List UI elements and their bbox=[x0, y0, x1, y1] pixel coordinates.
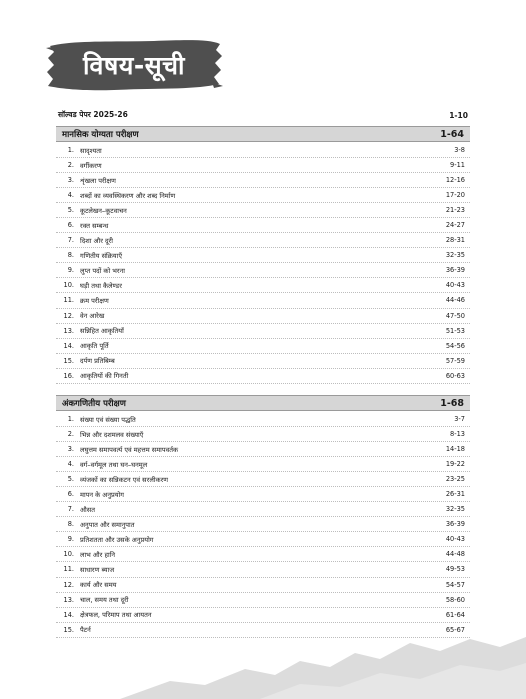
toc-item-pages: 3-8 bbox=[454, 146, 465, 155]
toc-item-pages: 8-13 bbox=[450, 430, 465, 439]
toc-item bbox=[56, 188, 470, 203]
toc-item-label: क्रम परीक्षण bbox=[80, 296, 109, 305]
toc-item bbox=[56, 562, 470, 577]
solved-paper-pages: 1-10 bbox=[449, 110, 468, 120]
toc-item bbox=[56, 532, 470, 547]
toc-item-number: 2. bbox=[67, 161, 74, 170]
section-pages: 1-68 bbox=[440, 397, 464, 409]
toc-item-label: दर्पण प्रतिबिम्ब bbox=[80, 357, 115, 366]
toc-item bbox=[56, 608, 470, 623]
toc-item-pages: 40-43 bbox=[445, 281, 465, 290]
toc-item-left bbox=[56, 475, 168, 484]
toc-item-label: साधारण ब्याज bbox=[80, 565, 115, 574]
toc-item-left bbox=[56, 371, 128, 380]
toc-item-left bbox=[56, 206, 127, 215]
toc-item-left bbox=[56, 550, 115, 559]
toc-item bbox=[56, 593, 470, 608]
toc-item bbox=[56, 547, 470, 562]
toc-item-label: गणितीय संक्रियाएँ bbox=[80, 251, 122, 260]
toc-item-label: आकृतियों की गिनती bbox=[80, 372, 129, 381]
toc-item-left bbox=[56, 161, 102, 170]
toc-item-pages: 12-16 bbox=[445, 176, 465, 185]
toc-item bbox=[56, 457, 470, 472]
toc-item-label: शृंखला परीक्षण bbox=[80, 176, 116, 185]
toc-item-label: लघुत्तम समापवर्त्य एवं महत्तम समापवर्तक bbox=[80, 445, 179, 454]
toc-item bbox=[56, 233, 470, 248]
toc-item-pages: 58-60 bbox=[445, 595, 465, 604]
toc-item-left bbox=[56, 460, 147, 469]
toc-item-number: 15. bbox=[63, 625, 74, 634]
toc-item bbox=[56, 487, 470, 502]
toc-item-label: चाल, समय तथा दूरी bbox=[80, 596, 129, 605]
toc-item-left bbox=[56, 505, 95, 514]
toc-item-number: 8. bbox=[67, 251, 74, 260]
section-title: मानसिक योग्यता परीक्षण bbox=[62, 129, 139, 140]
toc-item-number: 5. bbox=[67, 206, 74, 215]
toc-item-pages: 21-23 bbox=[445, 206, 465, 215]
toc-item-left bbox=[56, 445, 178, 454]
toc-item-pages: 44-46 bbox=[445, 296, 465, 305]
toc-item-left bbox=[56, 595, 129, 604]
section-pages: 1-64 bbox=[440, 128, 464, 140]
toc-item-label: लुप्त पदों को भरना bbox=[80, 266, 125, 275]
toc-item-number: 10. bbox=[63, 550, 74, 559]
toc-item-left bbox=[56, 326, 124, 335]
toc-item-number: 15. bbox=[63, 356, 74, 365]
section-header-arithmetic bbox=[56, 395, 470, 411]
toc-item bbox=[56, 218, 470, 233]
toc-item-pages: 57-59 bbox=[445, 356, 465, 365]
toc-item-label: सन्निहित आकृतियाँ bbox=[80, 327, 124, 336]
toc-item-number: 8. bbox=[67, 520, 74, 529]
toc-item-number: 5. bbox=[67, 475, 74, 484]
toc-item-pages: 51-53 bbox=[445, 326, 465, 335]
toc-item-pages: 44-48 bbox=[445, 550, 465, 559]
toc-item-label: वर्ग–वर्गमूल तथा घन–घनमूल bbox=[80, 460, 148, 469]
toc-item bbox=[56, 248, 470, 263]
toc-item-pages: 19-22 bbox=[445, 460, 465, 469]
toc-item-label: कार्य और समय bbox=[80, 581, 117, 590]
toc-item-label: पैटर्न bbox=[80, 626, 91, 635]
toc-item-number: 16. bbox=[63, 371, 74, 380]
toc-item-label: शब्दों का व्यवस्थिकरण और शब्द निर्माण bbox=[80, 191, 176, 200]
toc-item-left bbox=[56, 251, 122, 260]
toc-item bbox=[56, 278, 470, 293]
toc-item bbox=[56, 427, 470, 442]
toc-item-number: 9. bbox=[67, 535, 74, 544]
title-banner bbox=[44, 36, 224, 94]
toc-item-label: सादृश्यता bbox=[80, 146, 102, 155]
toc-item-number: 3. bbox=[67, 445, 74, 454]
toc-item-left bbox=[56, 311, 104, 320]
toc-item-number: 14. bbox=[63, 341, 74, 350]
toc-item-pages: 54-56 bbox=[445, 341, 465, 350]
toc-item bbox=[56, 143, 470, 158]
toc-item-pages: 32-35 bbox=[445, 505, 465, 514]
toc-item bbox=[56, 263, 470, 278]
toc-item-label: दिशा और दूरी bbox=[80, 236, 113, 245]
toc-item-number: 10. bbox=[63, 281, 74, 290]
toc-item-left bbox=[56, 415, 136, 424]
toc-item-pages: 54-57 bbox=[445, 580, 465, 589]
toc-item-left bbox=[56, 565, 114, 574]
toc-item-label: वर्गीकरण bbox=[80, 161, 102, 170]
toc-item-number: 6. bbox=[67, 221, 74, 230]
toc-item bbox=[56, 412, 470, 427]
toc-item-left bbox=[56, 520, 135, 529]
toc-item bbox=[56, 354, 470, 369]
toc-item-pages: 36-39 bbox=[445, 520, 465, 529]
toc-item-pages: 14-18 bbox=[445, 445, 465, 454]
solved-paper-label: सॉल्वड पेपर 2025-26 bbox=[58, 110, 128, 119]
toc-item-number: 13. bbox=[63, 595, 74, 604]
toc-item-label: क्षेत्रफल, परिमाप तथा आयतन bbox=[80, 611, 152, 620]
toc-item bbox=[56, 472, 470, 487]
toc-item-number: 1. bbox=[67, 415, 74, 424]
section-header-mental-ability bbox=[56, 126, 470, 142]
toc-item-label: कूटलेखन–कूटवाचन bbox=[80, 206, 127, 215]
toc-item-pages: 49-53 bbox=[445, 565, 465, 574]
toc-list-arithmetic bbox=[56, 412, 470, 638]
toc-item-left bbox=[56, 266, 125, 275]
toc-item-pages: 36-39 bbox=[445, 266, 465, 275]
toc-item-number: 2. bbox=[67, 430, 74, 439]
toc-item-pages: 47-50 bbox=[445, 311, 465, 320]
toc-item-number: 4. bbox=[67, 191, 74, 200]
toc-item bbox=[56, 578, 470, 593]
toc-item-left bbox=[56, 356, 115, 365]
toc-item-label: व्यंजकों का सन्निकटन एवं सरलीकरण bbox=[80, 475, 169, 484]
toc-item-left bbox=[56, 236, 113, 245]
toc-item-pages: 32-35 bbox=[445, 251, 465, 260]
section-title: अंकगणितीय परीक्षण bbox=[62, 398, 126, 409]
toc-item-left bbox=[56, 535, 153, 544]
toc-item-number: 12. bbox=[63, 580, 74, 589]
solved-paper-row bbox=[58, 108, 468, 122]
toc-item bbox=[56, 158, 470, 173]
toc-item-number: 7. bbox=[67, 505, 74, 514]
toc-item-pages: 3-7 bbox=[454, 415, 465, 424]
toc-item-pages: 60-63 bbox=[445, 371, 465, 380]
toc-item bbox=[56, 203, 470, 218]
toc-item-pages: 9-11 bbox=[450, 161, 465, 170]
toc-item-number: 11. bbox=[63, 565, 74, 574]
toc-item-number: 3. bbox=[67, 176, 74, 185]
toc-item-pages: 65-67 bbox=[445, 625, 465, 634]
toc-item-number: 13. bbox=[63, 326, 74, 335]
toc-list-mental-ability bbox=[56, 143, 470, 384]
toc-item-label: प्रतिशतता और उसके अनुप्रयोग bbox=[80, 535, 154, 544]
toc-item-label: लाभ और हानि bbox=[80, 550, 116, 559]
toc-item-pages: 40-43 bbox=[445, 535, 465, 544]
page-title: विषय-सूची bbox=[83, 51, 185, 80]
toc-item-left bbox=[56, 341, 109, 350]
toc-item-label: अनुपात और समानुपात bbox=[80, 520, 135, 529]
toc-item-left bbox=[56, 430, 143, 439]
toc-item-pages: 23-25 bbox=[445, 475, 465, 484]
toc-item-label: भिन्न और दशमलव संख्याएँ bbox=[80, 430, 144, 439]
toc-item-left bbox=[56, 281, 122, 290]
toc-item-pages: 28-31 bbox=[445, 236, 465, 245]
toc-item-left bbox=[56, 221, 108, 230]
mountain-decoration bbox=[0, 629, 526, 699]
toc-item-number: 1. bbox=[67, 146, 74, 155]
toc-item-number: 12. bbox=[63, 311, 74, 320]
toc-item-left bbox=[56, 610, 152, 619]
toc-item-label: औसत bbox=[80, 505, 95, 514]
toc-item-label: घड़ी तथा कैलेण्डर bbox=[80, 281, 122, 290]
toc-item-left bbox=[56, 490, 124, 499]
toc-item-number: 11. bbox=[63, 296, 74, 305]
toc-item bbox=[56, 369, 470, 384]
toc-item bbox=[56, 517, 470, 532]
toc-item bbox=[56, 442, 470, 457]
toc-item bbox=[56, 324, 470, 339]
toc-item-left bbox=[56, 191, 175, 200]
toc-item-left bbox=[56, 146, 102, 155]
toc-item-label: मापन के अनुप्रयोग bbox=[80, 490, 125, 499]
toc-item-pages: 17-20 bbox=[445, 191, 465, 200]
toc-item bbox=[56, 502, 470, 517]
toc-item-pages: 24-27 bbox=[445, 221, 465, 230]
toc-item bbox=[56, 309, 470, 324]
toc-item bbox=[56, 293, 470, 308]
toc-item-number: 4. bbox=[67, 460, 74, 469]
toc-item-number: 9. bbox=[67, 266, 74, 275]
toc-item-number: 6. bbox=[67, 490, 74, 499]
toc-item-pages: 61-64 bbox=[445, 610, 465, 619]
toc-item-label: संख्या एवं संख्या पद्धति bbox=[80, 415, 136, 424]
toc-item bbox=[56, 173, 470, 188]
toc-item bbox=[56, 339, 470, 354]
toc-item-label: आकृति पूर्ति bbox=[80, 342, 109, 351]
toc-item-label: वेन आरेख bbox=[80, 312, 105, 321]
toc-item-label: रक्त सम्बन्ध bbox=[80, 221, 109, 230]
toc-item-number: 14. bbox=[63, 610, 74, 619]
toc-item-left bbox=[56, 580, 116, 589]
toc-item-left bbox=[56, 176, 116, 185]
toc-item-number: 7. bbox=[67, 236, 74, 245]
toc-item-pages: 26-31 bbox=[445, 490, 465, 499]
toc-item-left bbox=[56, 296, 109, 305]
